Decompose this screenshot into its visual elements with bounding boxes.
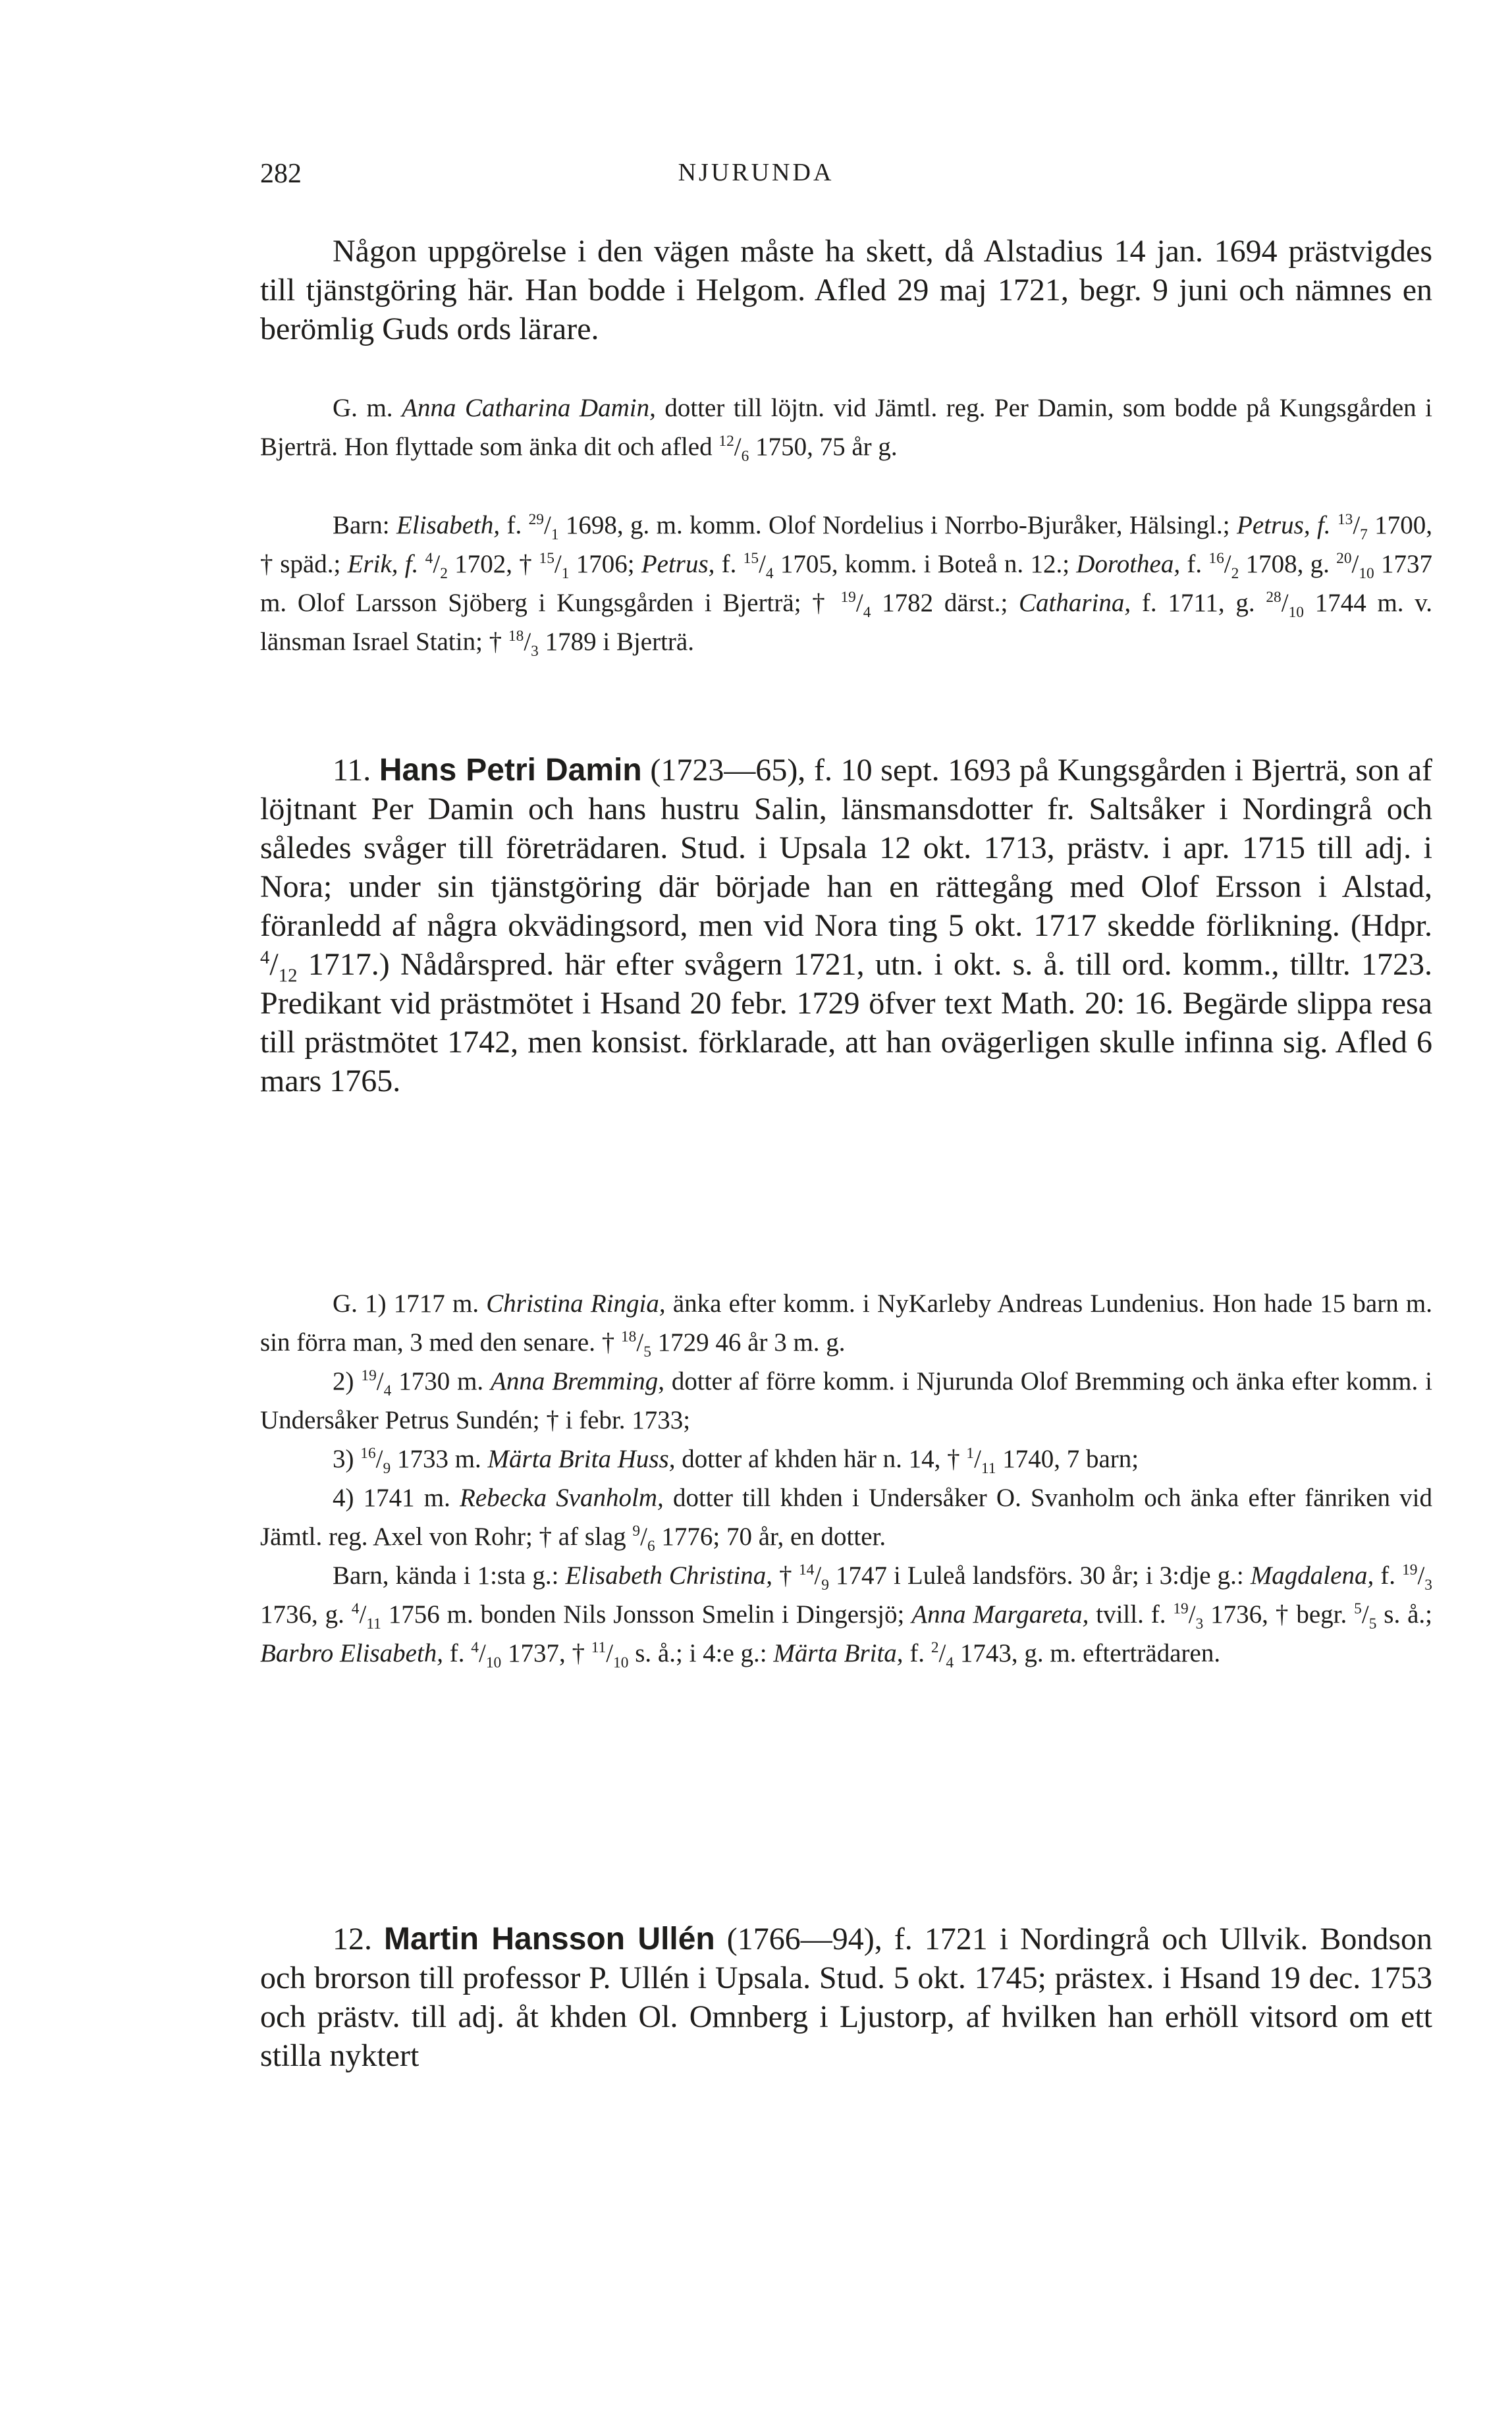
text-run: 19 [1402,1561,1418,1579]
text-run: 1776; 70 år, en dotter. [655,1523,886,1551]
text-run: / [376,1367,384,1395]
text-run: 4 [471,1639,479,1656]
text-run: 4 [351,1600,360,1617]
text-run: 1736, g. [260,1600,352,1629]
text-run: Märta Brita, [773,1639,904,1667]
entry-name: Martin Hansson Ullén [384,1922,715,1957]
text-run: / [479,1639,486,1667]
text-run: 1782 därst.; [871,589,1019,617]
text-run: 1744 m. v. länsman Israel Statin; † [260,589,1432,656]
death-date-day: 12 [718,433,734,450]
text-run: 1737 m. Olof Larsson Sjöberg i Kungsgården i Bjerträ; † [260,550,1433,617]
death-date-month: 6 [741,447,749,465]
text-run: 19 [840,589,856,606]
text-run: 2) [333,1367,362,1395]
entry-years: (1723—65), [641,753,814,788]
intro-marriage-note [260,389,1432,466]
text-run: 5 [1354,1600,1362,1617]
text-run: / [636,1328,644,1357]
text-run: 4 [383,1382,392,1399]
page-number: 282 [260,159,302,189]
text-run: f. [500,511,529,539]
text-run: Christina Ringia, [486,1289,666,1318]
text-run: / [814,1561,822,1590]
text-run: 4 [765,564,774,582]
entry-text: f. 1721 i Nordingrå och Ullvik. Bondson och brorson till professor P. Ullén i Upsala. Stud. 5 okt. 1745; prästex. i Hsand 19 dec. 1753 och prästv. till adj. åt khden Ol. Omnberg i Ljustorp, af hvilken han erhöll vitsord om ett stilla nyktert [260,1922,1433,2073]
text-run: 1730 m. [391,1367,491,1395]
text-run: 14 [798,1561,815,1579]
text-run: 15 [743,550,759,567]
marriage-paragraph: G. m. Anna Catharina Damin, dotter till löjtn. vid Jämtl. reg. Per Damin, som bodde på Kungsgården i Bjerträ. Hon flyttade som änka dit och afled $^{12}/_6$ 1750, 75 år g. [260,394,1433,465]
text-run: 4 [946,1654,954,1671]
text-run: Anna Bremming, [491,1367,665,1395]
text-run: 10 [1288,603,1304,621]
text-run: 16 [360,1445,376,1462]
entry-years: (1766—94), [715,1922,894,1957]
text-run: 11 [366,1615,381,1633]
text-run: 1 [966,1445,975,1462]
text-run: / [1351,550,1359,578]
text-run: f. 1711, g. [1131,589,1266,617]
text-run: 9 [821,1576,829,1594]
spouse-name: Anna Catharina Damin, [402,394,656,422]
text-run: / [974,1445,981,1473]
text-run: 5 [1368,1615,1377,1633]
text-run: änka efter komm. i NyKarleby Andreas Lundenius. Hon hade 15 barn m. sin förra man, 3 med den senare. † [260,1289,1432,1357]
text-run: / [606,1639,614,1667]
text-run: 11 [981,1459,996,1477]
text-run: 20 [1336,550,1352,567]
text-run: / [524,628,531,656]
text-run: / [938,1639,946,1667]
text-run: Magdalena, [1250,1561,1374,1590]
marriage-2 [260,1362,1432,1440]
text-run: 6 [647,1537,655,1555]
text-run: 10 [1359,564,1374,582]
page-header [0,158,1512,198]
text-run: † [772,1561,799,1590]
text-run: Barbro Elisabeth, [260,1639,444,1667]
text-run: / [1361,1600,1369,1629]
entry-12-paragraph [260,1920,1432,2075]
text-run: s. å.; i 4:e g.: [628,1639,774,1667]
text-run: Rebecka Svanholm, [460,1484,664,1512]
text-run: 7 [1360,526,1368,543]
entry-name: Hans Petri Damin [379,753,642,788]
text-run: 19 [1173,1600,1189,1617]
marriage-4 [260,1478,1432,1556]
text-run: / [554,550,562,578]
text-run: 1 [551,526,559,543]
text-run: 1702, † [447,550,539,578]
text-run: 4 [425,550,433,567]
text-run: 3 [1195,1615,1204,1633]
text-run: 2 [931,1639,939,1656]
text-run: 16 [1208,550,1224,567]
text-run: Barn, kända i 1:sta g.: [333,1561,566,1590]
text-run: / [1353,511,1361,539]
text-run: / [1417,1561,1425,1590]
text-run: 5 [643,1343,651,1361]
entry-text: f. 10 sept. 1693 på Kungsgården i Bjerträ, son af löjtnant Per Damin och hans hustru Salin, länsmansdotter fr. Saltsåker i Nordingrå och således svåger till företrädaren. Stud. i Upsala 12 okt. 1713, prästv. i apr. 1715 till adj. i Nora; under sin tjänstgöring där började han en rättegång med Olof Ersson i Alstad, föranledd af några okvädingsord, men vid Nora ting 5 okt. 1717 skedde förlikning. (Hdpr. [260,753,1433,943]
intro-section [260,232,1432,348]
text-run: 10 [485,1654,502,1671]
text-run: 18 [508,628,524,645]
text-run: 29 [528,511,544,528]
text-run: 1733 m. [391,1445,488,1473]
text-run: Erik, f. [347,550,419,578]
text-run: / [640,1523,647,1551]
text-run: 1737, † [501,1639,591,1667]
text-run: / [855,589,863,617]
text-run: 1705, komm. i Boteå n. 12.; [773,550,1077,578]
text-run: / [759,550,766,578]
text-run: dotter till khden i Undersåker O. Svanholm och änka efter fänriken vid Jämtl. reg. Axel von Rohr; † af slag [260,1484,1433,1551]
text-run: 18 [620,1328,637,1345]
marriage-1 [260,1284,1432,1362]
text-run: Barn: [333,511,397,539]
children-paragraph [260,506,1432,661]
entry-12 [260,1920,1432,2075]
text-run: 9 [632,1523,641,1540]
text-run: 13 [1337,511,1353,528]
text-run: 1 [561,564,570,582]
text-run: 11 [591,1639,607,1656]
text-run: 1736, † begr. [1203,1600,1355,1629]
hdpr-day: 4 [260,947,270,968]
text-run: Petrus, [641,550,715,578]
text-run: G. 1) 1717 m. [333,1289,487,1318]
text-run: 15 [539,550,554,567]
text-run: f. [1374,1561,1403,1590]
text-run: dotter af förre komm. i Njurunda Olof Bremming och änka efter komm. i Undersåker Petrus Sundén; † i febr. 1733; [260,1367,1432,1434]
entry-number: 11. [333,753,371,788]
text-run: s. å.; [1376,1600,1432,1629]
text-run: 1698, g. m. komm. Olof Nordelius i Norrbo-Bjuråker, Hälsingl.; [558,511,1237,539]
text-run: / [375,1445,383,1473]
entry-number: 12. [333,1922,372,1957]
death-year: 1750, 75 år g. [749,433,898,461]
text-run: Petrus, f. [1237,511,1331,539]
children-paragraph [260,1556,1432,1673]
text-run [1331,511,1337,539]
text-run: 3) [333,1445,361,1473]
text-run: f. [715,550,743,578]
text-run: f. [903,1639,931,1667]
text-run: 4 [863,603,871,621]
text-run: f. [1180,550,1209,578]
marriage-3 [260,1440,1432,1478]
entry-11 [260,751,1432,1100]
intro-children [260,506,1432,661]
text-run: 1729 46 år 3 m. g. [651,1328,846,1357]
text-run: Märta Brita Huss, [487,1445,676,1473]
text-run: 19 [361,1367,377,1384]
text-run: Anna Margareta, [911,1600,1089,1629]
text-run: 28 [1266,589,1282,606]
text-run: 1740, 7 barn; [996,1445,1139,1473]
entry-11-paragraph: 11. Hans Petri Damin (1723—65), f. 10 sept. 1693 på Kungsgården i Bjerträ, son af löjtnant Per Damin och hans hustru Salin, länsmansdotter fr. Saltsåker i Nordingrå och således svåger till företrädaren. Stud. i Upsala 12 okt. 1713, prästv. i apr. 1715 till adj. i Nora; under sin tjänstgöring där började han en rättegång med Olof Ersson i Alstad, föranledd af några okvädingsord, men vid Nora ting 5 okt. 1717 skedde förlikning. (Hdpr. $^4/_{12}$ 1717.) Nådårspred. här efter svågern 1721, utn. i okt. s. å. till ord. komm., tilltr. 1723. Predikant vid prästmötet i Hsand 20 febr. 1729 öfver text Math. 20: 16. Begärde slippa resa till prästmötet 1742, men konsist. förklarade, att han ovägerligen skulle infinna sig. Afled 6 mars 1765. [260,753,1433,1098]
text-run: f. [443,1639,472,1667]
entry-11-marriages [260,1284,1432,1673]
text-run: / [359,1600,367,1629]
text-run: tvill. f. [1089,1600,1174,1629]
text-run: 1756 m. bonden Nils Jonsson Smelin i Dingersjö; [381,1600,912,1629]
text-run [418,550,425,578]
text-run: 2 [1231,564,1239,582]
marriage-text: dotter till löjtn. vid Jämtl. reg. Per Damin, som bodde på Kungsgården i Bjerträ. Hon flyttade som änka dit och afled [260,394,1433,461]
text-run: 1706; [569,550,641,578]
text-run: Elisabeth Christina, [565,1561,773,1590]
text-run: 10 [613,1654,629,1671]
text-run: 1700, † späd.; [260,511,1433,578]
marriage-prefix: G. m. [333,394,393,422]
entry-text-2: 1717.) Nådårspred. här efter svågern 1721, utn. i okt. s. å. till ord. komm., tilltr. 1723. Predikant vid prästmötet i Hsand 20 febr. 1729 öfver text Math. 20: 16. Begärde slippa resa till prästmötet 1742, men konsist. förklarade, att han ovägerligen skulle infinna sig. Afled 6 mars 1765. [260,947,1432,1098]
text-run: Catharina, [1019,589,1131,617]
text-run: / [433,550,441,578]
text-run: / [1281,589,1289,617]
text-run: 1789 i Bjerträ. [538,628,694,656]
text-run: 4) 1741 m. [333,1484,460,1512]
text-run: 2 [440,564,448,582]
text-run: Elisabeth, [396,511,500,539]
text-run: 9 [383,1459,391,1477]
text-run: Dorothea, [1076,550,1181,578]
text-run: / [544,511,551,539]
text-run: 3 [1424,1576,1432,1594]
text-run: / [1224,550,1231,578]
text-run: 1708, g. [1239,550,1337,578]
text-run: / [1188,1600,1196,1629]
text-run: 3 [531,642,539,660]
text-run: 1743, g. m. efterträdaren. [954,1639,1221,1667]
text-run: dotter af khden här n. 14, † [675,1445,967,1473]
text-run: 1747 i Luleå landsförs. 30 år; i 3:dje g.: [828,1561,1251,1590]
hdpr-month: 12 [278,965,298,986]
running-head: NJURUNDA [678,159,834,186]
intro-paragraph: Någon uppgörelse i den vägen måste ha skett, då Alstadius 14 jan. 1694 prästvigdes till tjänstgöring här. Han bodde i Helgom. Afled 29 maj 1721, begr. 9 juni och nämnes en berömlig Guds ords lärare. [260,234,1432,346]
